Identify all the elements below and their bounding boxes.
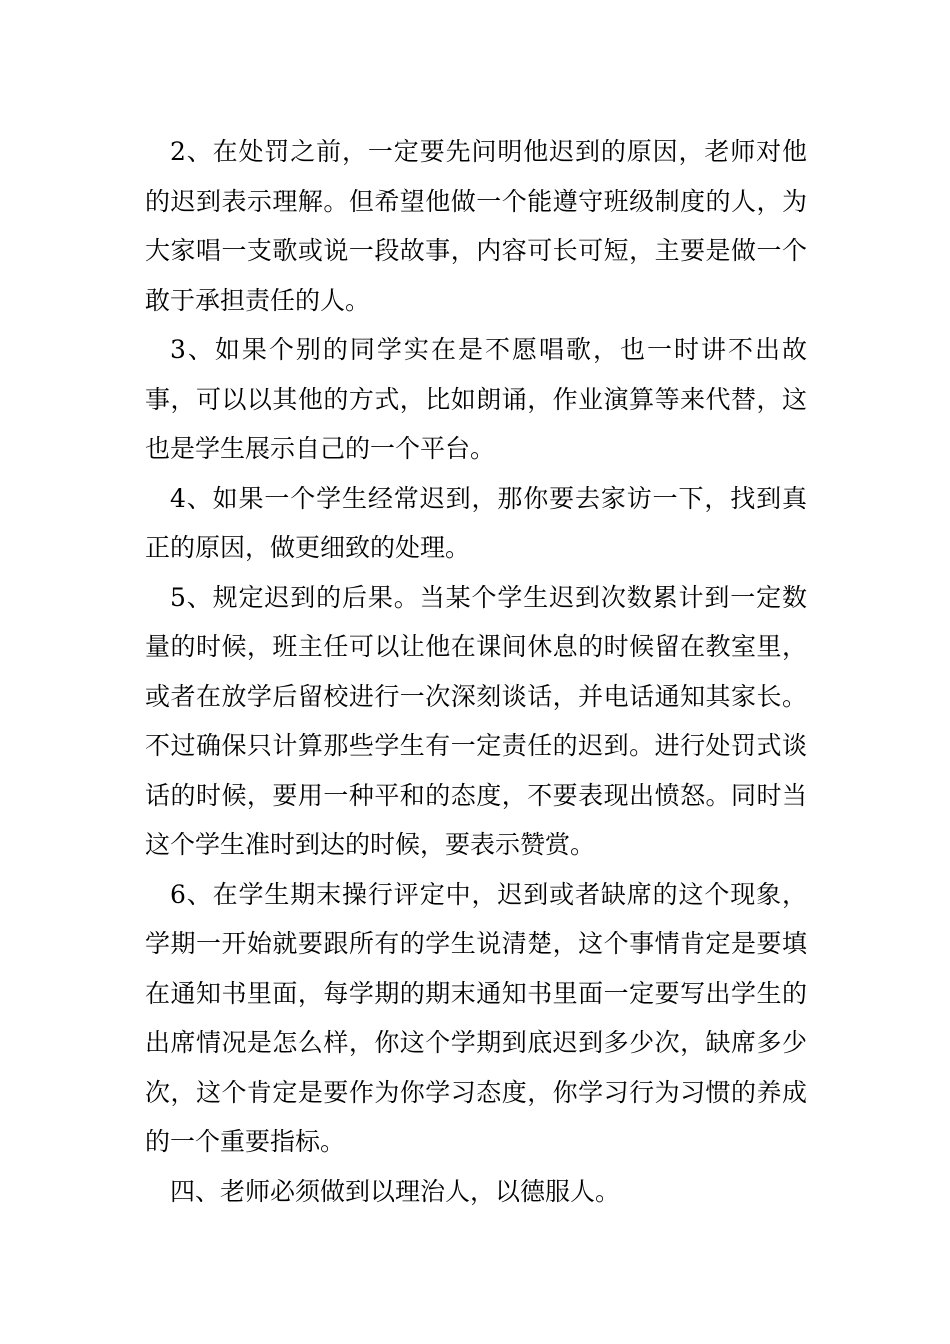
- paragraph-item-4: 4、如果一个学生经常迟到，那你要去家访一下，找到真正的原因，做更细致的处理。: [145, 483, 807, 562]
- paragraph-item-2: 2、在处罚之前，一定要先问明他迟到的原因，老师对他的迟到表示理解。但希望他做一个能遵守班级制度的人，为大家唱一支歌或说一段故事，内容可长可短，主要是做一个敢于承担责任的人。: [145, 137, 807, 315]
- paragraph-item-3: 3、如果个别的同学实在是不愿唱歌，也一时讲不出故事，可以以其他的方式，比如朗诵，作业演算等来代替，这也是学生展示自己的一个平台。: [145, 335, 807, 463]
- document-body: [145, 127, 807, 1216]
- paragraph-item-5: 5、规定迟到的后果。当某个学生迟到次数累计到一定数量的时候，班主任可以让他在课间休息的时候留在教室里，或者在放学后留校进行一次深刻谈话，并电话通知其家长。不过确保只计算那些学生有一定责任的迟到。进行处罚式谈话的时候，要用一种平和的态度，不要表现出愤怒。同时当这个学生准时到达的时候，要表示赞赏。: [145, 582, 807, 859]
- paragraph-item-6: 6、在学生期末操行评定中，迟到或者缺席的这个现象，学期一开始就要跟所有的学生说清楚，这个事情肯定是要填在通知书里面，每学期的期末通知书里面一定要写出学生的出席情况是怎么样，你这个学期到底迟到多少次，缺席多少次，这个肯定是要作为你学习态度，你学习行为习惯的养成的一个重要指标。: [145, 879, 807, 1156]
- section-heading-four: 四、老师必须做到以理治人，以德服人。: [170, 1176, 621, 1206]
